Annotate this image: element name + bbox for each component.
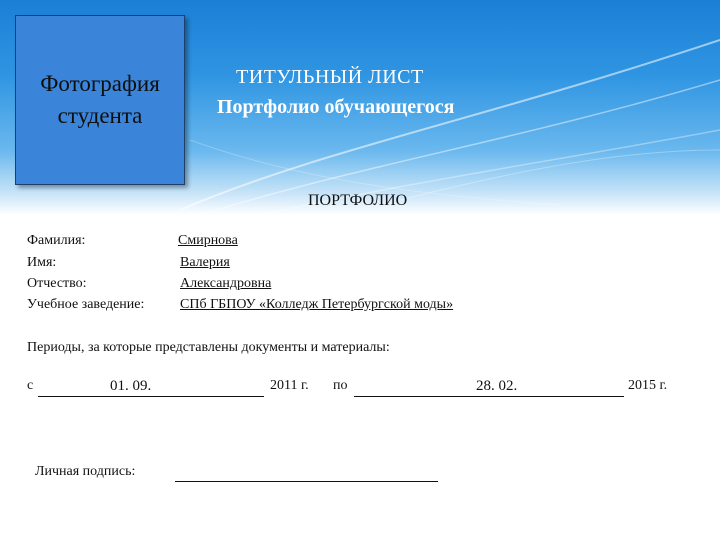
field-label-surname: Фамилия: <box>27 233 86 248</box>
date-to-value[interactable]: 28. 02. <box>476 378 518 394</box>
date-from-line[interactable] <box>38 396 264 397</box>
field-value-name[interactable]: Валерия <box>180 255 230 270</box>
date-from-prefix: с <box>27 378 34 393</box>
field-label-name: Имя: <box>27 255 57 270</box>
student-photo-placeholder[interactable] <box>15 15 185 185</box>
photo-label-line2: студента <box>57 103 143 128</box>
date-from-year: 2011 г. <box>270 378 309 393</box>
field-label-institution: Учебное заведение: <box>27 297 145 312</box>
page-subtitle: Портфолио обучающегося <box>217 96 455 118</box>
date-to-prefix: по <box>333 378 348 393</box>
portfolio-heading: ПОРТФОЛИО <box>308 192 408 209</box>
photo-label-line1: Фотография <box>40 71 160 96</box>
field-value-institution[interactable]: СПб ГБПОУ «Колледж Петербургской моды» <box>180 297 454 312</box>
field-value-patronymic[interactable]: Александровна <box>180 276 272 291</box>
field-label-patronymic: Отчество: <box>27 276 87 291</box>
date-to-line[interactable] <box>354 396 624 397</box>
signature-line[interactable] <box>175 481 438 482</box>
periods-label: Периоды, за которые представлены документы и материалы: <box>27 340 390 355</box>
date-to-year: 2015 г. <box>628 378 668 393</box>
signature-label: Личная подпись: <box>35 464 136 479</box>
field-value-surname[interactable]: Смирнова <box>178 233 238 248</box>
date-from-value[interactable]: 01. 09. <box>110 378 152 394</box>
page-title: ТИТУЛЬНЫЙ ЛИСТ <box>236 66 424 88</box>
